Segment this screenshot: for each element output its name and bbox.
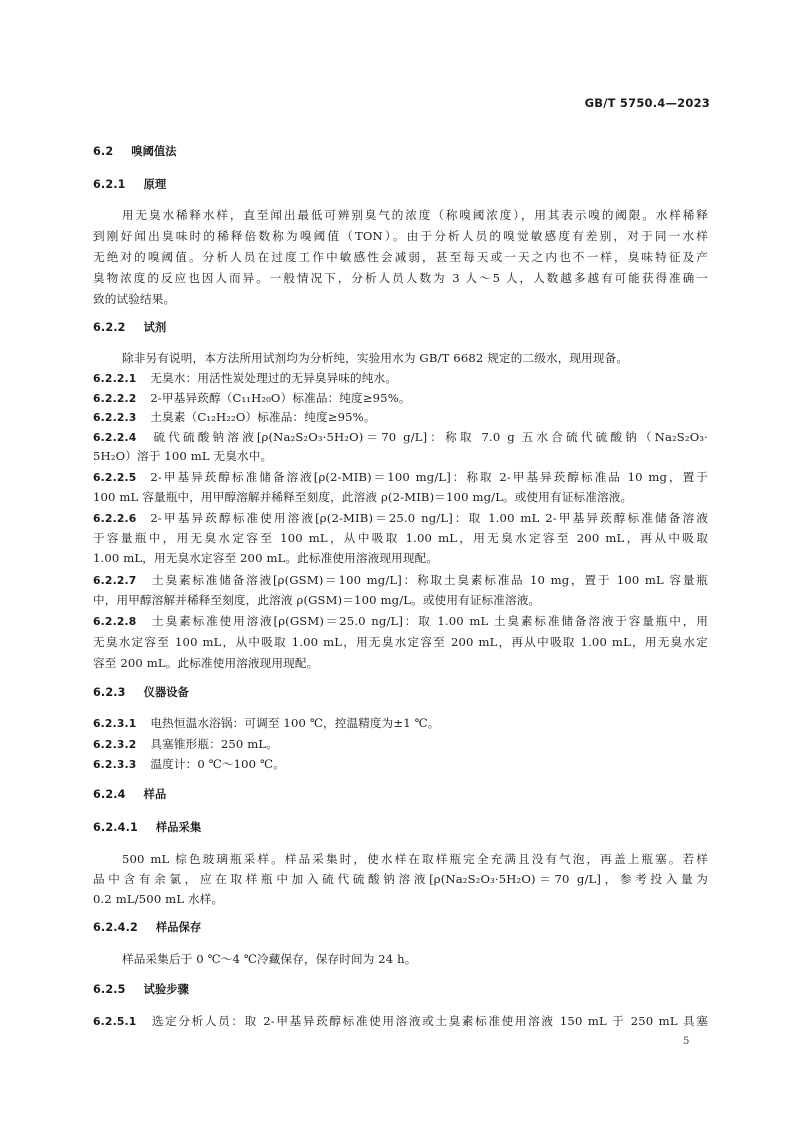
clause-number: 6.2.2.3 (93, 411, 137, 424)
clause-number: 6.2.3.1 (93, 717, 137, 730)
clause-number: 6.2.5.1 (93, 1015, 137, 1028)
section-number: 6.2.3 (93, 686, 126, 699)
section-heading-6-2-1 (93, 176, 708, 194)
section-title: 仪器设备 (143, 686, 189, 699)
clause-number: 6.2.3.3 (93, 758, 137, 771)
section-heading-6-2-5 (93, 981, 708, 999)
clause-text: 无臭水：用活性炭处理过的无异臭异味的纯水。 (150, 371, 398, 385)
paragraph-line: 中，用甲醇溶解并稀释至刻度，此溶液 ρ(GSM)＝100 mg/L。或使用有证标准溶液。 (93, 593, 541, 607)
clause-6-2-3-2 (93, 735, 708, 754)
clause-number: 6.2.3.2 (93, 738, 137, 751)
clause-6-2-3-1 (93, 714, 708, 733)
paragraph-line: 用无臭水稀释水样，直至闻出最低可辨别臭气的浓度（称嗅阈浓度），用其表示嗅的阈限。水样稀释 (122, 208, 708, 222)
paragraph-line: 到刚好闻出臭味时的稀释倍数称为嗅阈值（TON）。由于分析人员的嗅觉敏感度有差别，对于同一水样 (93, 229, 708, 243)
clause-6-2-2-3 (93, 408, 708, 427)
subsection-heading-6-2-4-1 (93, 819, 708, 837)
paragraph-line: 500 mL 棕色玻璃瓶采样。样品采集时，使水样在取样瓶完全充满且没有气泡，再盖上瓶塞。若样 (122, 852, 708, 866)
paragraph-line: 无绝对的嗅阈值。分析人员在过度工作中敏感性会减弱，甚至每天或一天之内也不一样，臭味特征及产 (93, 250, 708, 264)
paragraph-line: 容至 200 mL。此标准使用溶液现用现配。 (93, 656, 319, 670)
section-number: 6.2.5 (93, 983, 126, 996)
section-title: 试剂 (143, 321, 167, 334)
clause-text: 电热恒温水浴锅：可调至 100 ℃，控温精度为±1 ℃。 (150, 716, 440, 730)
clause-number: 6.2.2.2 (93, 392, 137, 405)
clause-text: 硫代硫酸钠溶液[ρ(Na₂S₂O₃·5H₂O)＝70 g/L]：称取 7.0 g 五水合硫代硫酸钠（Na₂S₂O₃· (150, 430, 708, 444)
clause-text: 选定分析人员：取 2-甲基异莰醇标准使用溶液或土臭素标准使用溶液 150 mL 于 250 mL 具塞 (150, 1014, 708, 1028)
clause-6-2-2-2 (93, 389, 708, 408)
paragraph-line: 除非另有说明，本方法所用试剂均为分析纯，实验用水为 GB/T 6682 规定的二级水，现用现备。 (122, 351, 629, 365)
section-heading-6-2-2 (93, 319, 708, 337)
clause-text: 2-甲基异莰醇标准使用溶液[ρ(2-MIB)＝25.0 ng/L]：取 1.00 mL 2-甲基异莰醇标准储备溶液 (150, 511, 708, 525)
paragraph-line: 100 mL 容量瓶中，用甲醇溶解并稀释至刻度，此溶液 ρ(2-MIB)＝100 mg/L。或使用有证标准溶液。 (93, 490, 633, 504)
clause-text: 2-甲基异莰醇（C₁₁H₂₀O）标准品：纯度≥95%。 (150, 391, 411, 405)
section-number: 6.2.4.1 (93, 821, 138, 834)
section-title: 样品采集 (155, 821, 202, 834)
clause-text: 温度计：0 ℃～100 ℃。 (150, 757, 285, 771)
subsection-heading-6-2-4-2 (93, 919, 708, 937)
clause-number: 6.2.2.4 (93, 431, 137, 444)
paragraph-line: 0.2 mL/500 mL 水样。 (93, 892, 224, 906)
paragraph-line: 臭物浓度的反应也因人而异。一般情况下，分析人员人数为 3 人～5 人，人数越多越有可能获得准确一 (93, 271, 708, 285)
clause-6-2-2-7 (93, 571, 708, 590)
clause-number: 6.2.2.8 (93, 615, 137, 628)
paragraph-line: 1.00 mL，用无臭水定容至 200 mL。此标准使用溶液现用现配。 (93, 551, 439, 565)
section-heading-6-2-4 (93, 786, 708, 804)
section-title: 样品保存 (155, 921, 202, 934)
paragraph-line: 致的试验结果。 (93, 292, 176, 306)
paragraph-line: 无臭水定容至 100 mL，从中吸取 1.00 mL，用无臭水定容至 200 mL，再从中吸取 1.00 mL，用无臭水定 (93, 635, 708, 649)
clause-6-2-2-4 (93, 428, 708, 447)
clause-6-2-3-3 (93, 755, 708, 774)
section-title: 嗅阈值法 (131, 145, 177, 158)
clause-number: 6.2.2.5 (93, 471, 137, 484)
clause-text: 土臭素标准储备溶液[ρ(GSM)＝100 mg/L]：称取土臭素标准品 10 mg，置于 100 mL 容量瓶 (150, 573, 708, 587)
clause-6-2-5-1 (93, 1012, 708, 1031)
paragraph-line: 样品采集后于 0 ℃～4 ℃冷藏保存，保存时间为 24 h。 (122, 952, 417, 966)
clause-6-2-2-1 (93, 369, 708, 388)
clause-number: 6.2.2.6 (93, 512, 137, 525)
section-title: 样品 (143, 788, 167, 801)
section-title: 原理 (143, 178, 167, 191)
paragraph-line: 于容量瓶中，用无臭水定容至 100 mL，从中吸取 1.00 mL，用无臭水定容至 200 mL，再从中吸取 (93, 531, 708, 545)
document-code: GB/T 5750.4—2023 (584, 96, 710, 110)
clause-6-2-2-6 (93, 509, 708, 528)
section-heading-6-2 (93, 143, 708, 161)
clause-number: 6.2.2.1 (93, 372, 137, 385)
section-number: 6.2.1 (93, 178, 126, 191)
page-number: 5 (683, 1036, 690, 1047)
clause-text: 具塞锥形瓶：250 mL。 (150, 737, 279, 751)
clause-6-2-2-8 (93, 612, 708, 631)
section-title: 试验步骤 (143, 983, 189, 996)
clause-text: 土臭素标准使用溶液[ρ(GSM)＝25.0 ng/L]：取 1.00 mL 土臭素标准储备溶液于容量瓶中，用 (150, 614, 708, 628)
clause-text: 土臭素（C₁₂H₂₂O）标准品：纯度≥95%。 (150, 410, 376, 424)
paragraph-line: 5H₂O）溶于 100 mL 无臭水中。 (93, 449, 273, 463)
section-number: 6.2 (93, 145, 114, 158)
paragraph-line: 品中含有余氯，应在取样瓶中加入硫代硫酸钠溶液[ρ(Na₂S₂O₃·5H₂O)＝70 g/L]，参考投入量为 (93, 872, 708, 886)
clause-number: 6.2.2.7 (93, 574, 137, 587)
clause-6-2-2-5 (93, 468, 708, 487)
section-number: 6.2.4 (93, 788, 126, 801)
section-number: 6.2.4.2 (93, 921, 138, 934)
section-number: 6.2.2 (93, 321, 126, 334)
clause-text: 2-甲基异莰醇标准储备溶液[ρ(2-MIB)＝100 mg/L]：称取 2-甲基异莰醇标准品 10 mg，置于 (150, 470, 708, 484)
section-heading-6-2-3 (93, 684, 708, 702)
